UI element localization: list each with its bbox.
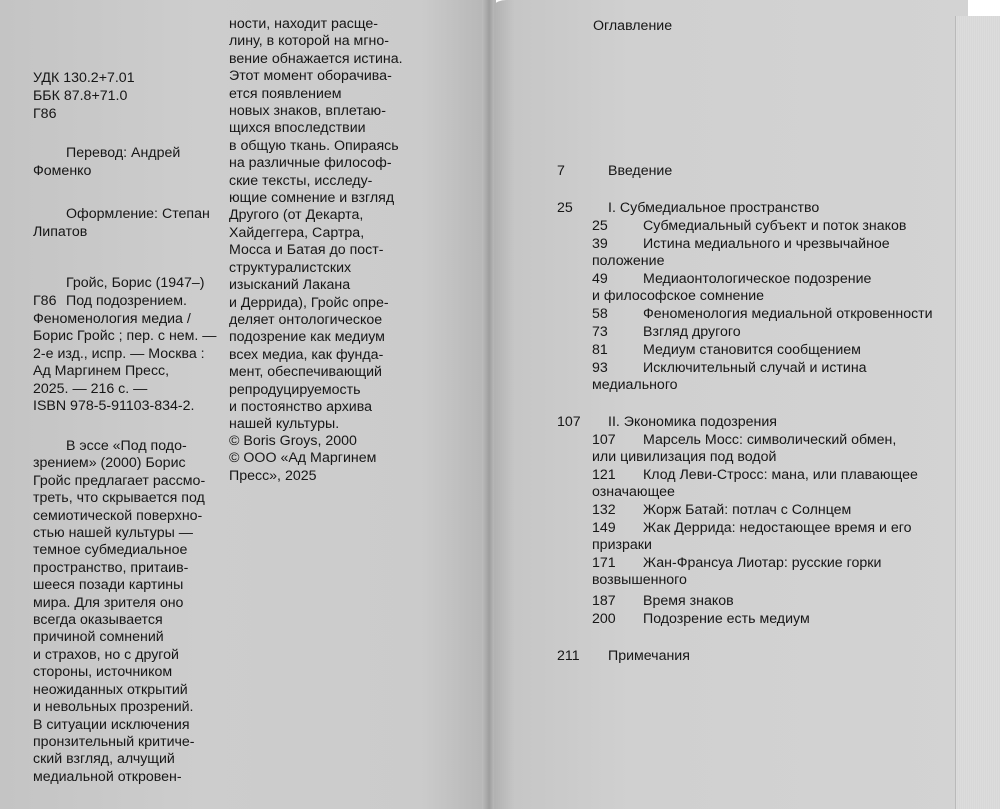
annotation-line: и постоянство архива xyxy=(229,398,372,415)
toc-title: Жорж Батай: потлач с Солнцем xyxy=(643,502,852,518)
toc-entry xyxy=(592,236,950,271)
annotation-line: треть, что скрывается под xyxy=(33,490,205,507)
toc-page-number: 200 xyxy=(592,611,616,627)
designer-line-2: Липатов xyxy=(33,224,88,240)
annotation-line: Гройс предлагает рассмо- xyxy=(33,472,206,489)
toc-title: Введение xyxy=(608,163,673,179)
toc-title: Подозрение есть медиум xyxy=(643,611,810,627)
annotation-line: темное субмедиальное xyxy=(33,542,188,559)
copyright-line: Пресс», 2025 xyxy=(229,467,317,484)
book-gutter xyxy=(482,0,494,809)
toc-section xyxy=(557,648,950,665)
bibliography-code: Г86 xyxy=(33,293,57,309)
annotation-line: репродуцируемость xyxy=(229,381,361,398)
toc-title-continuation: положение xyxy=(592,253,665,270)
annotation-line: вение обнажается истина. xyxy=(229,50,403,67)
toc-title-continuation: и философское сомнение xyxy=(592,288,765,305)
udk-code: УДК 130.2+7.01 xyxy=(33,70,135,86)
annotation-line: Хайдеггера, Сартра, xyxy=(229,224,365,241)
toc-entry xyxy=(592,555,950,590)
copyright-line: © ООО «Ад Маргинем xyxy=(229,450,377,467)
toc-page-number: 107 xyxy=(592,432,616,448)
toc-entry xyxy=(592,467,950,502)
annotation-line: на различные философ- xyxy=(229,155,392,172)
toc-page-number: 25 xyxy=(557,200,573,216)
page-edges xyxy=(955,16,1000,809)
toc-entry xyxy=(592,520,950,555)
annotation-line: мира. Для зрителя оно xyxy=(33,594,184,611)
toc-page-number: 93 xyxy=(592,360,608,376)
toc-page-number: 132 xyxy=(592,502,616,518)
annotation-line: неожиданных открытий xyxy=(33,681,188,698)
toc-title: Феноменология медиальной откровенности xyxy=(643,306,933,322)
toc-entry xyxy=(592,611,950,628)
toc-title: Истина медиального и чрезвычайное xyxy=(643,236,890,252)
annotation-line: стороны, источником xyxy=(33,664,173,681)
toc-page-number: 81 xyxy=(592,342,608,358)
toc-entry xyxy=(592,502,950,519)
right-page xyxy=(486,0,968,809)
toc-entry xyxy=(592,218,950,235)
annotation-line: Другого (от Декарта, xyxy=(229,207,364,224)
annotation-line: шееся позади картины xyxy=(33,577,184,594)
toc-title-continuation: возвышенного xyxy=(592,572,687,589)
toc-page-number: 58 xyxy=(592,306,608,322)
bibliography-line: 2-е изд., испр. — Москва : xyxy=(33,345,205,362)
annotation-line: щихся впоследствии xyxy=(229,120,366,137)
toc-title: Медиаонтологическое подозрение xyxy=(643,271,872,287)
annotation-column-1 xyxy=(33,438,205,786)
annotation-line: и невольных прозрений. xyxy=(33,699,194,716)
annotation-line: пространство, притаив- xyxy=(33,559,189,576)
annotation-line: изысканий Лакана xyxy=(229,277,351,294)
bibliography-line: Феноменология медиа / xyxy=(33,311,191,327)
bibliography-details xyxy=(33,311,217,415)
copyright-line: © Boris Groys, 2000 xyxy=(229,433,357,449)
annotation-line: и Деррида), Гройс опре- xyxy=(229,294,389,311)
toc-page-number: 211 xyxy=(557,648,580,664)
annotation-line: в общую ткань. Опираясь xyxy=(229,137,399,154)
toc-title: Жак Деррида: недостающее время и его xyxy=(643,520,912,536)
annotation-line: всегда оказывается xyxy=(33,612,163,629)
annotation-line: нашей культуры. xyxy=(229,416,340,433)
toc-title: Субмедиальный субъект и поток знаков xyxy=(643,218,907,234)
annotation-line: семиотической поверхно- xyxy=(33,507,203,524)
toc-title-continuation: призраки xyxy=(592,537,652,554)
annotation-line: лину, в которой на мгно- xyxy=(229,33,389,50)
annotation-line: ские тексты, исследу- xyxy=(229,172,373,189)
toc-title-continuation: означающее xyxy=(592,484,675,501)
toc-entry xyxy=(592,360,950,395)
toc-page-number: 107 xyxy=(557,414,581,430)
translator-line-2: Фоменко xyxy=(33,163,92,179)
toc-page-number: 7 xyxy=(557,163,565,179)
annotation-line: В ситуации исключения xyxy=(33,716,190,733)
toc-title: II. Экономика подозрения xyxy=(608,414,777,430)
annotation-line: медиальной откровен- xyxy=(33,768,182,785)
annotation-column-2 xyxy=(229,16,403,434)
annotation-line: ется появлением xyxy=(229,85,342,102)
toc-entry xyxy=(592,432,950,467)
toc-title: Время знаков xyxy=(643,593,734,609)
bibliography-line: Ад Маргинем Пресс, xyxy=(33,363,170,380)
annotation-line: ности, находит расще- xyxy=(229,16,379,32)
bibliography-line: 2025. — 216 с. — xyxy=(33,380,148,397)
toc-entry xyxy=(592,271,950,306)
toc-page-number: 73 xyxy=(592,324,608,340)
copyright-block xyxy=(229,433,376,485)
annotation-line: ющие сомнение и взгляд xyxy=(229,190,395,207)
bbk-code: ББК 87.8+71.0 xyxy=(33,88,128,104)
bibliography-title: Под подозрением. xyxy=(66,293,187,309)
annotation-line: В эссе «Под подо- xyxy=(66,438,187,454)
toc-heading: Оглавление xyxy=(593,18,673,34)
toc-section xyxy=(557,200,950,217)
toc-entry xyxy=(592,342,950,359)
toc-page-number: 187 xyxy=(592,593,616,609)
toc-entry xyxy=(592,306,950,323)
designer-line-1: Оформление: Степан xyxy=(66,206,210,222)
toc-title: Взгляд другого xyxy=(643,324,741,340)
toc-title-continuation: медиального xyxy=(592,377,678,394)
toc-page-number: 149 xyxy=(592,520,616,536)
toc-entry xyxy=(592,593,950,610)
bibliography-line: Борис Гройс ; пер. с нем. — xyxy=(33,328,217,345)
toc-title: Исключительный случай и истина xyxy=(643,360,867,376)
annotation-line: новых знаков, вплетаю- xyxy=(229,103,386,120)
toc-section xyxy=(557,414,950,431)
annotation-line: пронзительный критиче- xyxy=(33,733,195,750)
toc-entry xyxy=(592,324,950,341)
annotation-line: и страхов, но с другой xyxy=(33,646,179,663)
toc-title: Жан-Франсуа Лиотар: русские горки xyxy=(643,555,882,571)
annotation-line: стью нашей культуры — xyxy=(33,525,193,542)
annotation-line: Мосса и Батая до пост- xyxy=(229,242,384,259)
bibliography-line: ISBN 978-5-91103-834-2. xyxy=(33,398,195,415)
toc-title: Клод Леви-Стросс: мана, или плавающее xyxy=(643,467,918,483)
author-mark: Г86 xyxy=(33,106,57,122)
toc-title: Марсель Мосс: символический обмен, xyxy=(643,432,897,448)
annotation-line: структуралистских xyxy=(229,259,352,276)
annotation-line: ский взгляд, алчущий xyxy=(33,751,175,768)
toc-page-number: 39 xyxy=(592,236,608,252)
annotation-line: подозрение как медиум xyxy=(229,329,385,346)
toc-page-number: 25 xyxy=(592,218,608,234)
annotation-line: мент, обеспечивающий xyxy=(229,364,382,381)
toc-title: I. Субмедиальное пространство xyxy=(608,200,820,216)
toc-section xyxy=(557,163,950,180)
annotation-line: зрением» (2000) Борис xyxy=(33,455,186,472)
annotation-line: деляет онтологическое xyxy=(229,311,383,328)
annotation-line: Этот момент оборачива- xyxy=(229,68,392,85)
annotation-line: всех медиа, как фунда- xyxy=(229,346,384,363)
toc-title-continuation: или цивилизация под водой xyxy=(592,449,777,466)
bibliography-author: Гройс, Борис (1947–) xyxy=(66,275,205,291)
toc-page-number: 49 xyxy=(592,271,608,287)
translator-line-1: Перевод: Андрей xyxy=(66,145,181,161)
toc-title: Примечания xyxy=(608,648,690,664)
toc-page-number: 121 xyxy=(592,467,616,483)
annotation-line: причиной сомнений xyxy=(33,629,164,646)
toc-title: Медиум становится сообщением xyxy=(643,342,861,358)
toc-page-number: 171 xyxy=(592,555,616,571)
